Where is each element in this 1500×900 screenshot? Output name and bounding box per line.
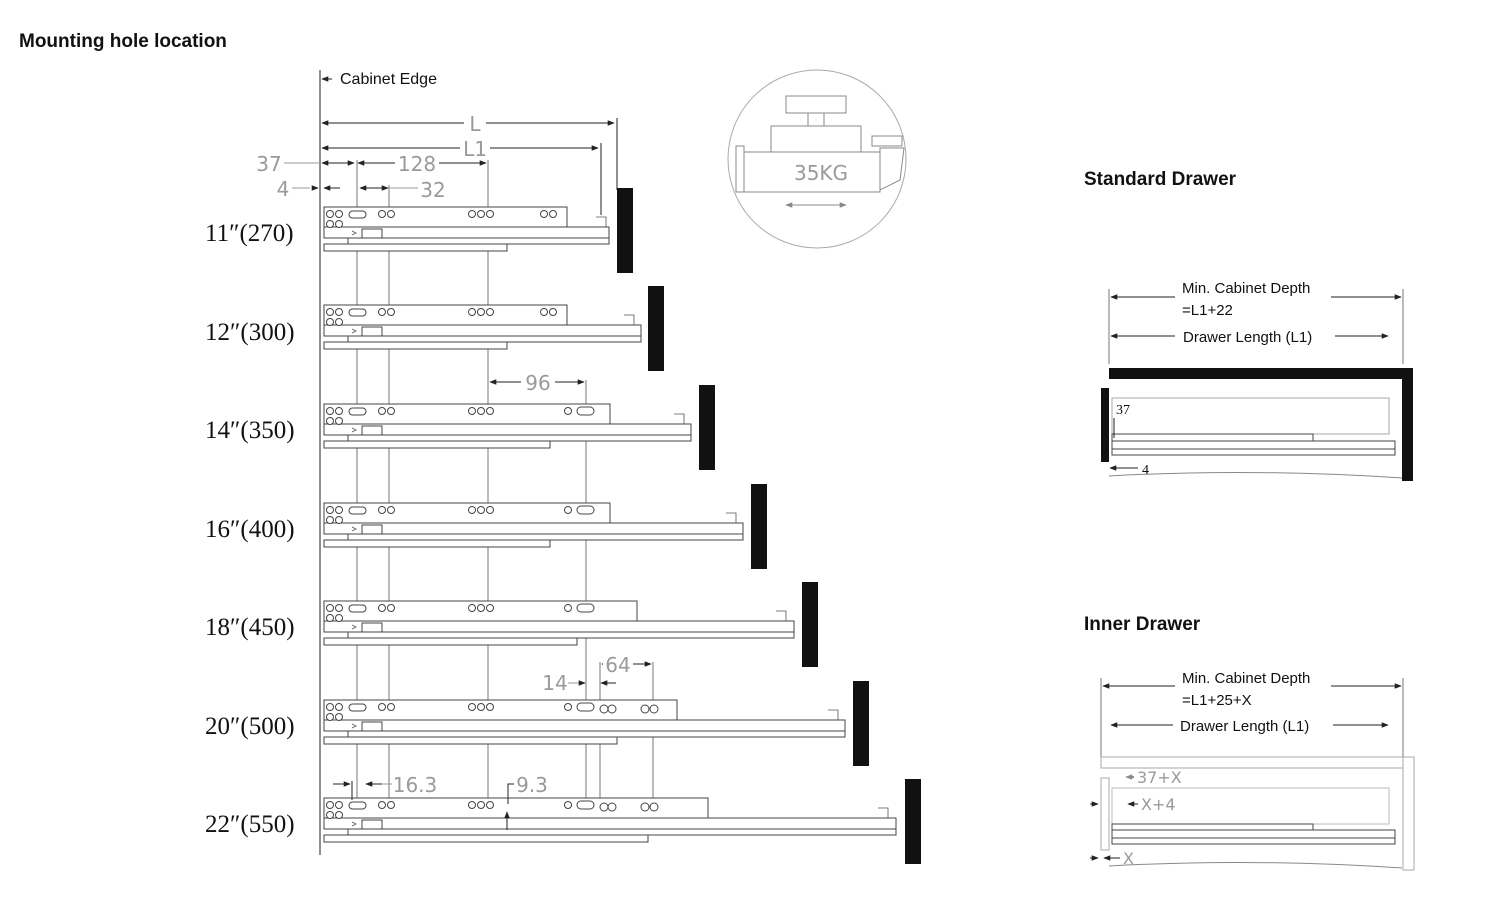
mounting-hole — [641, 803, 649, 811]
slide-inner-member — [324, 818, 896, 829]
mounting-hole — [565, 408, 572, 415]
mounting-hole — [379, 507, 386, 514]
dim-128-label: 128 — [397, 152, 437, 176]
mounting-hole — [487, 309, 494, 316]
inner-dim-x: X — [1123, 849, 1134, 868]
mounting-hole — [550, 309, 557, 316]
mounting-slot — [349, 605, 366, 612]
dim-32-label: 32 — [420, 178, 446, 202]
mounting-hole — [478, 211, 485, 218]
slide-front-tab — [674, 414, 684, 424]
inner-drawer-title: Inner Drawer — [1084, 614, 1201, 635]
mounting-hole — [327, 418, 334, 425]
mounting-hole — [550, 211, 557, 218]
slide-base — [324, 244, 507, 251]
standard-depth-line2: =L1+22 — [1182, 302, 1233, 319]
slide-latch — [362, 525, 382, 534]
mounting-hole — [327, 517, 334, 524]
mounting-hole — [327, 211, 334, 218]
slide-inner-member — [324, 621, 794, 632]
slide-base — [324, 638, 577, 645]
mounting-hole — [336, 211, 343, 218]
slide-runner — [348, 238, 609, 244]
slide-front-tab — [776, 611, 786, 621]
mounting-hole — [608, 705, 616, 713]
mounting-hole — [379, 704, 386, 711]
mounting-hole — [388, 408, 395, 415]
mounting-hole — [327, 605, 334, 612]
mounting-slot — [349, 704, 366, 711]
drawer-front-panel — [751, 484, 767, 569]
standard-drawer-title: Standard Drawer — [1084, 169, 1237, 190]
mounting-hole — [336, 517, 343, 524]
mounting-hole — [336, 507, 343, 514]
mounting-hole — [327, 408, 334, 415]
size-label-14: 14″(350) — [205, 417, 295, 444]
slide-base — [324, 441, 550, 448]
slide-latch — [362, 623, 382, 632]
standard-depth-line1: Min. Cabinet Depth — [1182, 280, 1311, 297]
drawer-front-panel — [648, 286, 664, 371]
mounting-hole — [336, 319, 343, 326]
cabinet-edge-label: Cabinet Edge — [340, 71, 437, 88]
mounting-hole — [336, 704, 343, 711]
slide-runner — [348, 731, 845, 737]
inner-depth-line2: =L1+25+X — [1182, 692, 1252, 709]
slide-base — [324, 540, 550, 547]
mounting-hole — [600, 705, 608, 713]
standard-dim-4: 4 — [1142, 463, 1149, 478]
size-label-18: 18″(450) — [205, 614, 295, 641]
dim-L1-label: L1 — [463, 137, 487, 161]
slide-inner-member — [324, 720, 845, 731]
size-label-20: 20″(500) — [205, 713, 295, 740]
mounting-hole — [478, 507, 485, 514]
mounting-slot — [577, 506, 594, 514]
slide-runner — [348, 336, 641, 342]
slide-front-tab — [596, 217, 606, 227]
slide-front-tab — [878, 808, 888, 818]
mounting-hole — [478, 704, 485, 711]
slide-latch — [362, 327, 382, 336]
slide-runner — [348, 632, 794, 638]
slide-base — [324, 737, 617, 744]
mounting-hole — [336, 418, 343, 425]
mounting-hole — [379, 802, 386, 809]
drawer-front-panel — [802, 582, 818, 667]
mounting-hole — [327, 309, 334, 316]
mounting-hole — [469, 605, 476, 612]
dim-L-label: L — [469, 112, 481, 136]
dim-14-label: 14 — [542, 671, 568, 695]
mounting-hole — [487, 408, 494, 415]
inner-depth-line1: Min. Cabinet Depth — [1182, 670, 1311, 687]
mounting-hole — [327, 319, 334, 326]
inner-dim-37x: 37+X — [1137, 768, 1182, 787]
mounting-slot — [349, 802, 366, 809]
mounting-hole — [650, 705, 658, 713]
mounting-hole — [336, 802, 343, 809]
mounting-hole — [327, 812, 334, 819]
mounting-hole — [388, 704, 395, 711]
dim-4-label: 4 — [276, 177, 290, 201]
mounting-hole — [388, 507, 395, 514]
dim-16-3-label: 16.3 — [392, 773, 438, 797]
mounting-slot — [577, 801, 594, 809]
size-label-11: 11″(270) — [205, 220, 294, 247]
mounting-hole — [541, 309, 548, 316]
inner-drawer-diagram — [1084, 614, 1414, 870]
size-label-12: 12″(300) — [205, 319, 295, 346]
slide-latch — [362, 229, 382, 238]
mounting-hole — [469, 704, 476, 711]
mounting-hole — [478, 605, 485, 612]
mounting-hole — [487, 507, 494, 514]
mounting-hole — [565, 704, 572, 711]
mounting-hole — [327, 802, 334, 809]
slide-inner-member — [324, 523, 743, 534]
slide-front-tab — [624, 315, 634, 325]
mounting-hole — [469, 211, 476, 218]
mounting-hole — [379, 408, 386, 415]
inner-length-label: Drawer Length (L1) — [1180, 718, 1310, 735]
mounting-hole — [336, 812, 343, 819]
size-label-22: 22″(550) — [205, 811, 295, 838]
mounting-hole — [600, 803, 608, 811]
mounting-slot — [577, 703, 594, 711]
mounting-hole — [327, 507, 334, 514]
mounting-hole — [487, 704, 494, 711]
mounting-hole — [336, 615, 343, 622]
standard-dim-37: 37 — [1116, 403, 1130, 418]
slide-base — [324, 835, 648, 842]
load-badge — [728, 70, 906, 248]
mounting-hole — [469, 507, 476, 514]
slide-front-tab — [726, 513, 736, 523]
mounting-hole — [327, 704, 334, 711]
load-badge-label: 35KG — [793, 161, 849, 185]
mounting-hole — [469, 309, 476, 316]
dim-64-label: 64 — [605, 653, 631, 677]
slide-latch — [362, 426, 382, 435]
standard-length-label: Drawer Length (L1) — [1183, 329, 1313, 346]
slide-base — [324, 342, 507, 349]
mounting-hole — [650, 803, 658, 811]
mounting-hole — [487, 211, 494, 218]
size-label-16: 16″(400) — [205, 516, 295, 543]
mounting-hole — [336, 605, 343, 612]
mounting-hole — [565, 802, 572, 809]
mounting-hole — [478, 309, 485, 316]
mounting-slot — [349, 408, 366, 415]
dim-96-label: 96 — [525, 371, 551, 395]
mounting-hole — [327, 615, 334, 622]
slide-front-tab — [828, 710, 838, 720]
mounting-slot — [577, 407, 594, 415]
dim-9-3-label: 9.3 — [516, 773, 548, 797]
page-title: Mounting hole location — [19, 31, 227, 52]
mounting-hole — [608, 803, 616, 811]
mounting-hole — [379, 211, 386, 218]
mounting-hole — [336, 221, 343, 228]
slide-outer-member — [324, 700, 677, 720]
mounting-hole — [336, 408, 343, 415]
dim-37-label: 37 — [256, 152, 282, 176]
slide-runner — [348, 829, 896, 835]
mounting-hole — [336, 714, 343, 721]
slide-latch — [362, 722, 382, 731]
slide-runner — [348, 435, 691, 441]
mounting-hole — [336, 309, 343, 316]
slide-latch — [362, 820, 382, 829]
drawer-front-panel — [617, 188, 633, 273]
mounting-hole — [565, 605, 572, 612]
mounting-hole — [388, 605, 395, 612]
mounting-slot — [577, 604, 594, 612]
mounting-hole — [469, 408, 476, 415]
mounting-hole — [487, 802, 494, 809]
standard-drawer-diagram — [1084, 169, 1413, 481]
mounting-hole — [565, 507, 572, 514]
mounting-hole — [641, 705, 649, 713]
mounting-hole — [379, 309, 386, 316]
mounting-hole — [388, 211, 395, 218]
drawer-front-panel — [905, 779, 921, 864]
mounting-slot — [349, 507, 366, 514]
inner-dim-x4: X+4 — [1141, 795, 1176, 814]
mounting-hole — [541, 211, 548, 218]
mounting-hole — [379, 605, 386, 612]
mounting-hole — [478, 802, 485, 809]
mounting-slot — [349, 309, 366, 316]
mounting-slot — [349, 211, 366, 218]
drawer-front-panel — [853, 681, 869, 766]
drawer-front-panel — [699, 385, 715, 470]
mounting-hole — [327, 221, 334, 228]
mounting-hole — [487, 605, 494, 612]
mounting-hole — [469, 802, 476, 809]
mounting-hole — [388, 309, 395, 316]
mounting-hole — [478, 408, 485, 415]
slide-runner — [348, 534, 743, 540]
mounting-hole — [388, 802, 395, 809]
mounting-hole — [327, 714, 334, 721]
